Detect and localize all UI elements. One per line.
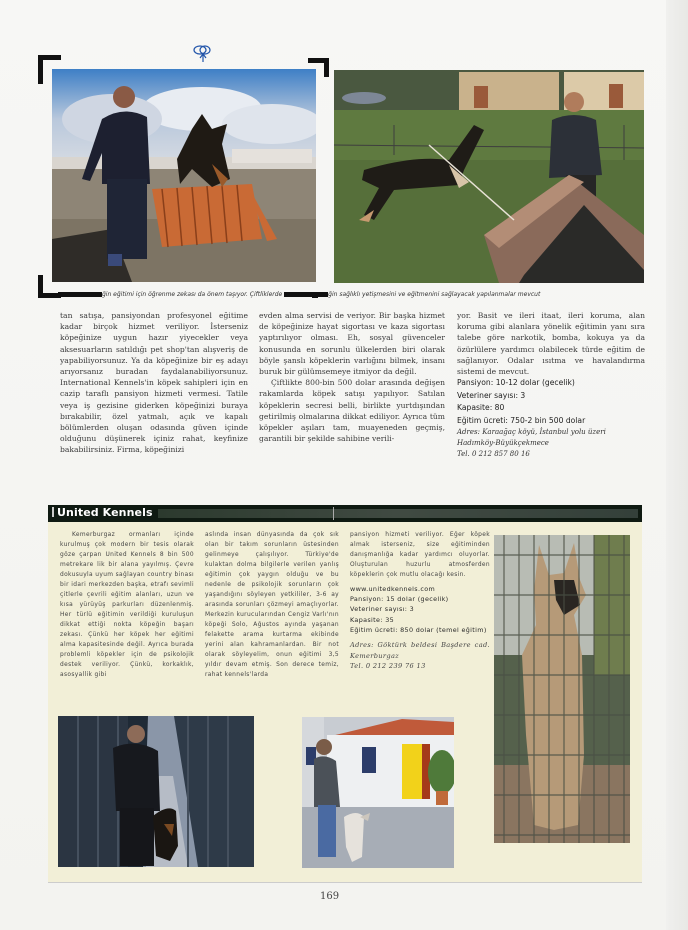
section-title: United Kennels [52, 506, 153, 519]
phone-line: Tel. 0 212 239 76 13 [350, 662, 426, 671]
photo-dog-hurdle [52, 69, 316, 282]
photo-caption: ğin eğitimi için öğrenme zekası da önem taşıyor. Çiftliklerde ğin sağlıklı yetişmesini ve eğitmenini sağlayacak yapılanmalar mevcut [58, 291, 658, 298]
page-edge [666, 0, 688, 930]
redaction-mark [58, 292, 102, 297]
article-paragraph: evden alma servisi de veriyor. Bir başka hizmet de köpeğinize hayat sigortası ve kaza sigortası yaptırılıyor olması. Eh, sosyal güvenceler konusunda en sorunlu ülkelerden biri olarak böyle şanslı köpeklerin varlığını bilmek, insanı buruk bir gülümsemeye itmiyor da değil. [259, 311, 445, 377]
spec-egitim-ucreti: Eğitim ücreti: 850 dolar (temel eğitim) [350, 625, 487, 634]
article-column-3 [457, 310, 645, 460]
address-line: Adres: Karaağaç köyü, İstanbul yolu üzeri [457, 428, 606, 437]
article-paragraph: yor. Basit ve ileri itaat, ileri koruma, alan koruma gibi alanlara yönelik eğitimin yanı sıra talebe göre narkotik, bomba, kokuya ya da özürlülere yardımcı olabilecek türde eğitim de sağlanıyor. Odalar ısıtma ve havalandırma sistemi de mevcut. [457, 311, 645, 377]
header-bar-shade [158, 509, 638, 518]
address-line: Hadımköy-Büyükçekmece [457, 439, 549, 448]
spec-veteriner: Veteriner sayısı: 3 [350, 605, 415, 614]
article-paragraph: Çiftlikte 800-bin 500 dolar arasında değişen rakamlarda köpek satışı yapılıyor. Satılan köpeklerin secresi belli, birlikte yurtdışından getirilmiş olmalarına dikkat ediliyor. Ayrıca tüm köpekler aşıları tam, muayeneden geçmiş, garantili bir şekilde sahibine verili- [259, 378, 445, 444]
spec-veteriner: Veteriner sayısı: 3 [457, 390, 526, 400]
united-kennels-header-bar [48, 505, 642, 522]
website-link[interactable]: www.unitedkennels.com [350, 585, 436, 593]
spec-pansiyon: Pansiyon: 15 dolar (gecelik) [350, 595, 449, 604]
redaction-mark [284, 292, 328, 297]
uk-paragraph: aslında insan dünyasında da çok sık olan bir takım sorunların üstesinden gelinmeye çalışılıyor. Türkiye'de kulaktan dolma bilgilerle verilen yanlış eğitimin çok yaygın olduğu ve bu nedenle de psikolojik sorunların çok yaşandığını söyleyen yetkililer, 3-6 ay arasında sorunları çözmeyi amaçlıyorlar. Merkezin kurucularından Cengiz Varlı'nın köpeği Solo, Ağustos ayında yaşanan felakette arama kurtarma ekibinde yerini alan kahramanlardan. Bir not olarak söyleyelim, onun eğitimi 3,5 yıldır devam etmiş. Son derece temiz, rahat kennels'larda [205, 532, 339, 678]
article-column-1 [60, 310, 248, 456]
uk-column-3 [350, 530, 490, 672]
uk-column-2 [205, 530, 339, 680]
article-paragraph: tan satışa, pansiyondan profesyonel eğitime kadar birçok hizmet veriliyor. İsterseniz köpeğinize uygun hazır yiyecekler veya aksesuarların satıldığı pet shop'tan alışveriş de yapabiliyorsunuz. Ya da köpeğinize bir eş adayı arıyorsanız buradan faydalanabiliyorsunuz. International Kennels'in köpek sahipleri için en cazip taraflı pansiyon hizmeti vermesi. Tatile veya iş gezisine giderken köpeğinizi buraya bırakabilir, özel yatmalı, açık ve kapalı bölümlerden oluşan odasında güven içinde olduğunu düşünerek içiniz rahat, keyfinize bakabilirsiniz. Firma, köpeğinizi [60, 311, 248, 455]
editor-mark-icon [192, 44, 214, 64]
uk-column-1 [60, 530, 194, 680]
photo-dog-aframe [334, 70, 644, 283]
photo-caged-dog [494, 535, 630, 843]
photo-kennel-corridor [58, 716, 254, 867]
spec-pansiyon: Pansiyon: 10-12 dolar (gecelik) [457, 378, 575, 388]
header-bar-divider [333, 507, 334, 520]
spec-kapasite: Kapasite: 80 [457, 403, 505, 413]
uk-paragraph: Kemerburgaz ormanları içinde kurulmuş çok modern bir tesis olarak göze çarpan United Kennels 8 bin 500 metrekare lik bir alana yayılmış. Çevre dokusuyla uyum sağlayan country binası bir idari merkezden başka, etrafı sevimli çitlerle çevrili eğitim alanları, uzun ve kısa yürüyüş parkurları düzenlenmiş. Her türlü eğitimin verildiği kuruluşun dikkat ettiği nokta köpeğin başarı zekası. Çünkü her köpek her eğitimi alma kapasitesinde değil. Ayrıca burada problemli köpekler için de psikolojik destek veriliyor. Çünkü, korkaklık, asosyallik gibi [60, 532, 194, 678]
spec-egitim-ucreti: Eğitim ücreti: 750-2 bin 500 dolar [457, 415, 586, 425]
spec-kapasite: Kapasite: 35 [350, 615, 395, 624]
uk-paragraph: pansiyon hizmeti veriliyor. Eğer köpek almak isterseniz, size eğitiminden danışmanlığa kadar yardımcı oluyorlar. Oluşturulan huzurlu atmosferden köpeklerin çok mutlu olacağı kesin. [350, 532, 490, 578]
photo-white-house [302, 717, 454, 868]
phone-line: Tel. 0 212 857 80 16 [457, 450, 530, 459]
article-column-2 [259, 310, 445, 444]
page-number: 169 [320, 891, 340, 902]
address-line: Adres: Göktürk beldesi Başdere cad. Kemerburgaz [350, 641, 490, 660]
